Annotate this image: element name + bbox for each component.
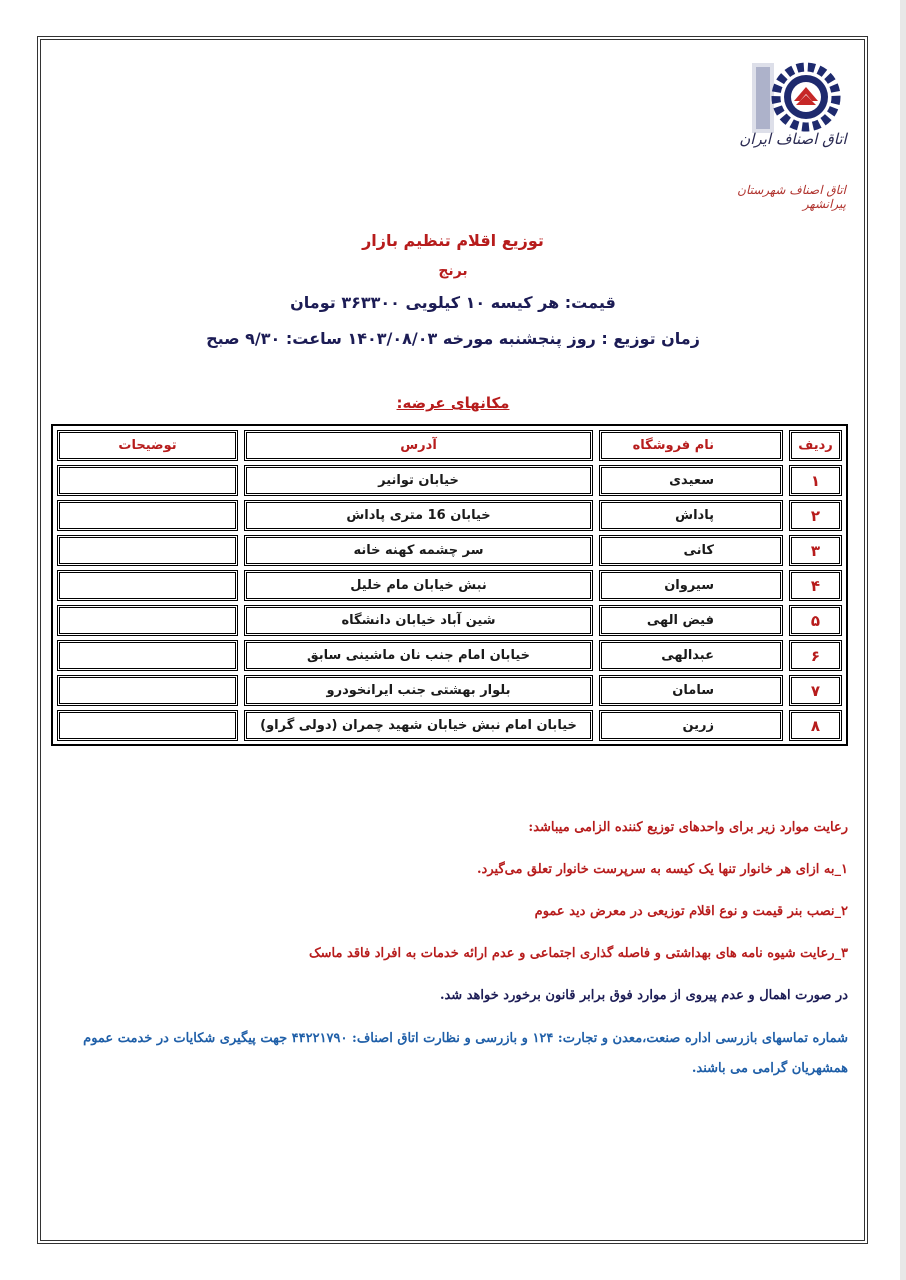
store-notes <box>57 500 238 531</box>
rule-item-3: ۳_رعایت شیوه نامه های بهداشتی و فاصله گذاری اجتماعی و عدم ارائه خدمات به افراد فاقد ماسک <box>309 946 848 961</box>
store-name: سعیدی <box>599 465 783 496</box>
store-notes <box>57 570 238 601</box>
store-address: بلوار بهشتی جنب ایرانخودرو <box>244 675 593 706</box>
row-number: ۳ <box>789 535 842 566</box>
row-number: ۲ <box>789 500 842 531</box>
rule-item-2: ۲_نصب بنر قیمت و نوع اقلام توزیعی در معرض دید عموم <box>534 904 848 919</box>
rules-intro: رعایت موارد زیر برای واحدهای توزیع کننده الزامی میباشد: <box>528 820 848 835</box>
locations-table <box>51 424 848 746</box>
store-address: خیابان امام نبش خیابان شهید چمران (دولی گراو) <box>244 710 593 741</box>
store-address: خیابان توانیر <box>244 465 593 496</box>
header-cell-notes: توضیحات <box>57 430 238 461</box>
store-notes <box>57 640 238 671</box>
header-cell-address: آدرس <box>244 430 593 461</box>
row-number: ۷ <box>789 675 842 706</box>
header-cell-store: نام فروشگاه <box>599 430 783 461</box>
row-number: ۶ <box>789 640 842 671</box>
contact-text: شماره تماسهای بازرسی اداره صنعت،معدن و تجارت: ۱۲۴ و بازرسی و نظارت اتاق اصناف: ۴۴۲۲۱۷۹۰ جهت پیگیری شکایات در خدمت عموم همشهریان گرامی می باشند. <box>83 1031 848 1076</box>
store-name: پاداش <box>599 500 783 531</box>
store-notes <box>57 535 238 566</box>
store-name: سیروان <box>599 570 783 601</box>
warning-text: در صورت اهمال و عدم پیروی از موارد فوق برابر قانون برخورد خواهد شد. <box>439 988 848 1003</box>
row-number: ۱ <box>789 465 842 496</box>
store-address: شین آباد خیابان دانشگاه <box>244 605 593 636</box>
store-address: خیابان امام جنب نان ماشینی سابق <box>244 640 593 671</box>
row-number: ۴ <box>789 570 842 601</box>
product-name: برنج <box>438 263 468 279</box>
page-title: توزیع اقلام تنظیم بازار <box>362 231 544 250</box>
store-notes <box>57 465 238 496</box>
row-number: ۵ <box>789 605 842 636</box>
store-name: سامان <box>599 675 783 706</box>
logo-name: اتاق اصناف ایران <box>739 130 847 148</box>
store-name: زرین <box>599 710 783 741</box>
store-address: نبش خیابان مام خلیل <box>244 570 593 601</box>
logo-subtitle: اتاق اصناف شهرستان پیرانشهر <box>737 183 846 211</box>
guild-chamber-logo-icon <box>748 55 843 165</box>
distribution-time: زمان توزیع : روز پنجشنبه مورخه ۱۴۰۳/۰۸/۰۳ ساعت: ۹/۳۰ صبح <box>206 329 700 348</box>
store-name: عبدالهی <box>599 640 783 671</box>
store-notes <box>57 675 238 706</box>
scan-edge <box>900 0 906 1280</box>
locations-label: مکانهای عرضه: <box>396 394 510 412</box>
store-name: کانی <box>599 535 783 566</box>
rule-item-1: ۱_به ازای هر خانوار تنها یک کیسه به سرپرست خانوار تعلق می‌گیرد. <box>477 862 848 877</box>
store-address: سر چشمه کهنه خانه <box>244 535 593 566</box>
price-line: قیمت: هر کیسه ۱۰ کیلویی ۳۶۳۳۰۰ تومان <box>290 293 616 312</box>
store-notes <box>57 710 238 741</box>
store-notes <box>57 605 238 636</box>
row-number: ۸ <box>789 710 842 741</box>
store-address: خیابان 16 متری پاداش <box>244 500 593 531</box>
store-name: فیض الهی <box>599 605 783 636</box>
header-cell-row: ردیف <box>789 430 842 461</box>
